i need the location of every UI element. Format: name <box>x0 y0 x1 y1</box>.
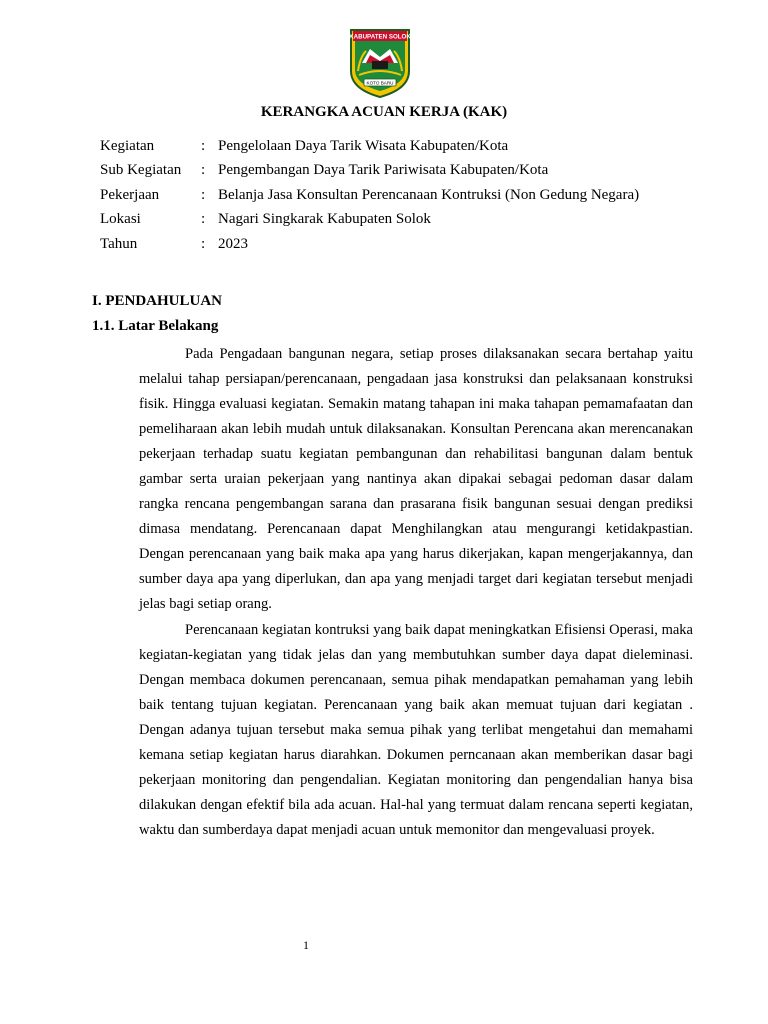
info-value: 2023 <box>218 235 248 252</box>
subsection-heading: 1.1. Latar Belakang <box>92 318 219 334</box>
emblem-bottom-text: KOTO BARU <box>366 80 394 86</box>
info-label: Kegiatan <box>100 138 155 154</box>
info-separator: : <box>201 186 206 203</box>
emblem-icon <box>348 27 412 99</box>
page-number: 1 <box>303 938 309 952</box>
emblem-top-text: KABUPATEN SOLOK <box>349 33 411 41</box>
paragraph: Perencanaan kegiatan kontruksi yang baik dapat meningkatkan Efisiensi Operasi, maka kegiatan-kegiatan yang tidak jelas dan yang membutuhkan sumber daya dapat dieleminasi. Dengan membaca dokumen perencanaan, semua pihak mendapatkan pemahaman yang lebih baik tentang tujuan kegiatan. Perencanaan yang baik akan memuat tujuan dari kegiatan . Dengan adanya tujuan tersebut maka semua pihak yang terlibat mengetahui dan memahami kemana setiap kegiatan harus diarahkan. Dokumen perncanaan akan memberikan dasar bagi pekerjaan monitoring dan pengendalian. Kegiatan monitoring dan pengendalian hanya bisa dilakukan dengan efektif bila ada acuan. Hal-hal yang termuat dalam rencana seperti kegiatan, waktu dan sumberdaya dapat menjadi acuan untuk memonitor dan mengevaluasi proyek. <box>139 622 693 838</box>
info-separator: : <box>201 235 206 252</box>
background-text <box>139 342 693 843</box>
info-label: Sub Kegiatan <box>100 162 182 179</box>
info-value: Belanja Jasa Konsultan Perencanaan Kontruksi (Non Gedung Negara) <box>218 186 640 203</box>
kabupaten-solok-emblem <box>348 27 412 99</box>
info-separator: : <box>201 211 206 228</box>
info-value: Pengelolaan Daya Tarik Wisata Kabupaten/Kota <box>218 138 509 154</box>
info-value: Pengembangan Daya Tarik Pariwisata Kabupaten/Kota <box>218 162 549 179</box>
info-separator: : <box>201 138 206 154</box>
paragraph: Pada Pengadaan bangunan negara, setiap proses dilaksanakan secara bertahap yaitu melalui tahap persiapan/perencanaan, pengadaan jasa konstruksi dan pelaksanaan konstruksi fisik. Hingga evaluasi kegiatan. Semakin matang tahapan ini maka tahapan pemamafaatan dan pemeliharaan akan lebih mudah untuk dilaksanakan. Konsultan Perencana akan merencanakan pekerjaan terhadap suatu kegiatan pembangunan dan rehabilitasi bangunan dalam bentuk gambar serta uraian pekerjaan yang nantinya akan dipakai sebagai pedoman dasar dalam rangka rencana pengembangan sarana dan prasarana fisik bangunan sesuai dengan prediksi dimasa mendatang. Perencanaan dapat Menghilangkan atau mengurangi ketidakpastian. Dengan perencanaan yang baik maka apa yang harus dikerjakan, kapan mengerjakannya, dan sumber daya apa yang diperlukan, dan apa yang menjadi target dari kegiatan tersebut menjadi jelas bagi setiap orang. <box>139 346 693 612</box>
info-label: Pekerjaan <box>100 186 160 203</box>
info-label: Tahun <box>100 235 138 252</box>
info-label: Lokasi <box>100 211 141 228</box>
document-title: KERANGKA ACUAN KERJA (KAK) <box>260 104 508 120</box>
info-separator: : <box>201 162 206 179</box>
info-value: Nagari Singkarak Kabupaten Solok <box>218 211 431 228</box>
section-heading: I. PENDAHULUAN <box>92 293 223 309</box>
